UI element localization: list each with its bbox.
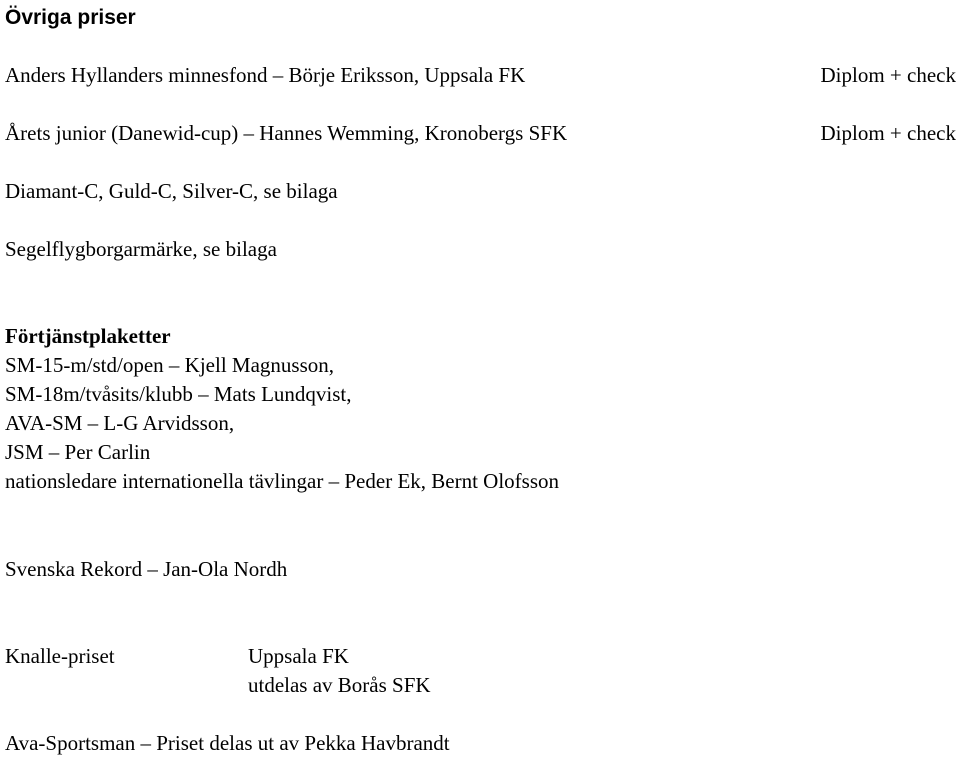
fortjanst-title: Förtjänstplaketter bbox=[5, 324, 171, 348]
prize-junior-text: Årets junior (Danewid-cup) – Hannes Wemming, Kronobergs SFK bbox=[5, 121, 568, 145]
knalle-note: utdelas av Borås SFK bbox=[248, 673, 431, 697]
knalle-label: Knalle-priset bbox=[5, 644, 115, 668]
rekord-line: Svenska Rekord – Jan-Ola Nordh bbox=[5, 557, 288, 581]
knalle-winner: Uppsala FK bbox=[248, 644, 349, 668]
segelflyg-line: Segelflygborgarmärke, se bilaga bbox=[5, 237, 277, 261]
diamant-line: Diamant-C, Guld-C, Silver-C, se bilaga bbox=[5, 179, 338, 203]
prize-hyllander-text: Anders Hyllanders minnesfond – Börje Eriksson, Uppsala FK bbox=[5, 63, 526, 87]
fortjanst-item: SM-18m/tvåsits/klubb – Mats Lundqvist, bbox=[5, 382, 352, 406]
ava-line: Ava-Sportsman – Priset delas ut av Pekka Havbrandt bbox=[5, 731, 450, 755]
fortjanst-item: JSM – Per Carlin bbox=[5, 440, 151, 464]
prize-junior-award: Diplom + check bbox=[820, 121, 956, 145]
fortjanst-item: AVA-SM – L-G Arvidsson, bbox=[5, 411, 235, 435]
prize-hyllander-award: Diplom + check bbox=[820, 63, 956, 87]
fortjanst-item: SM-15-m/std/open – Kjell Magnusson, bbox=[5, 353, 334, 377]
fortjanst-item: nationsledare internationella tävlingar – Peder Ek, Bernt Olofsson bbox=[5, 469, 560, 493]
page-title: Övriga priser bbox=[5, 6, 136, 29]
